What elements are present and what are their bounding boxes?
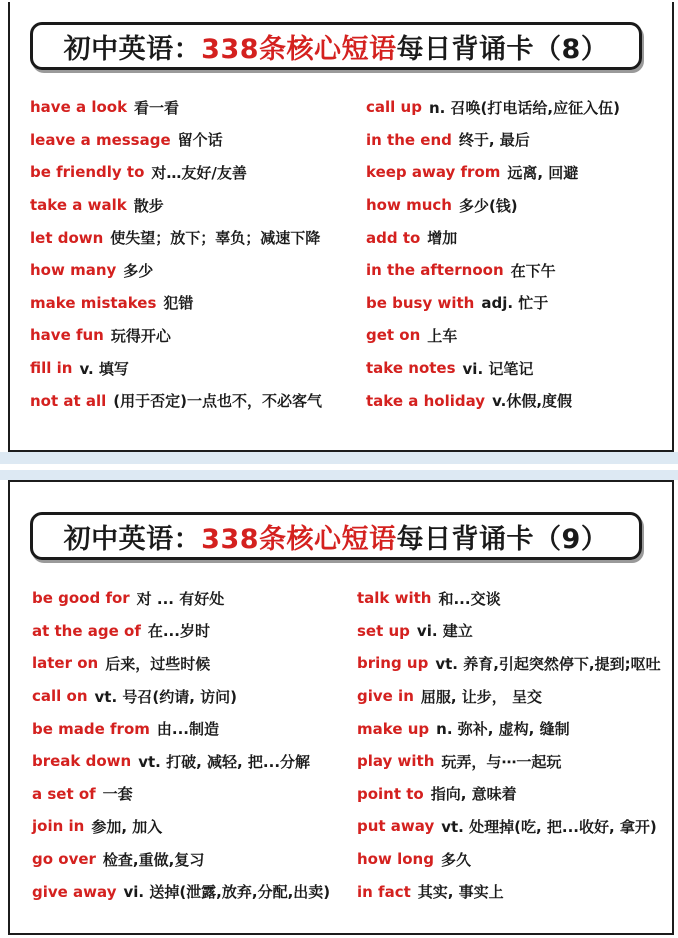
phrase-column-left (30, 91, 322, 417)
phrase-text: in the afternoon (366, 261, 504, 280)
phrase-entry (357, 745, 661, 778)
phrase-entry (366, 189, 620, 222)
phrase-meaning: (用于否定)一点也不，不必客气 (113, 392, 323, 411)
phrase-entry (366, 91, 620, 124)
phrase-entry (32, 745, 330, 778)
phrase-text: how much (366, 196, 452, 215)
phrase-entry (357, 647, 661, 680)
phrase-meaning: v.休假,度假 (492, 392, 573, 411)
phrase-meaning: 犯错 (163, 294, 194, 313)
phrase-entry (30, 221, 322, 254)
card-title (30, 22, 642, 70)
title-prefix: 初中英语： (63, 33, 202, 65)
phrase-meaning: vi. 送掉(泄露,放弃,分配,出卖) (123, 883, 331, 902)
phrase-text: give away (32, 882, 117, 901)
phrase-text: not at all (30, 391, 107, 410)
title-suffix: 每日背诵卡（9） (396, 523, 609, 555)
phrase-entry (30, 384, 322, 417)
phrase-meaning: 多少(钱) (458, 196, 518, 215)
phrase-text: later on (32, 654, 99, 673)
phrase-text: make up (357, 719, 430, 738)
phrase-text: break down (32, 752, 132, 771)
phrase-text: have fun (30, 326, 104, 345)
phrase-entry (357, 680, 661, 713)
phrase-meaning: 检查,重做,复习 (102, 850, 205, 869)
phrase-entry (366, 384, 620, 417)
phrase-meaning: 玩得开心 (110, 326, 171, 345)
phrase-text: let down (30, 228, 104, 247)
phrase-text: add to (366, 228, 421, 247)
phrase-meaning: 增加 (427, 229, 458, 248)
phrase-meaning: 终于, 最后 (458, 131, 530, 150)
phrase-text: point to (357, 784, 424, 803)
phrase-entry (366, 156, 620, 189)
phrase-text: bring up (357, 654, 429, 673)
phrase-text: how many (30, 261, 117, 280)
phrase-text: be busy with (366, 293, 475, 312)
phrase-meaning: 在...岁时 (147, 622, 210, 641)
phrase-text: call on (32, 687, 88, 706)
phrase-meaning: 远离, 回避 (507, 163, 579, 182)
phrase-text: fill in (30, 359, 73, 378)
phrase-meaning: vt. 养育,引起突然停下,提到;呕吐 (435, 654, 661, 673)
phrase-entry (32, 875, 330, 908)
phrase-text: talk with (357, 589, 432, 608)
phrase-text: play with (357, 752, 435, 771)
phrase-meaning: v. 填写 (79, 359, 129, 378)
phrase-meaning: 多久 (440, 850, 471, 869)
phrase-meaning: 玩弄，与⋯一起玩 (441, 752, 562, 771)
phrase-entry (357, 778, 661, 811)
phrase-text: at the age of (32, 621, 141, 640)
phrase-meaning: vt. 打破, 减轻, 把...分解 (138, 752, 311, 771)
phrase-text: call up (366, 98, 422, 117)
phrase-entry (32, 712, 330, 745)
phrase-entry (366, 254, 620, 287)
phrase-meaning: 对…友好/友善 (151, 163, 247, 182)
phrase-column-right (357, 582, 661, 908)
phrase-meaning: 由...制造 (156, 720, 219, 739)
phrase-entry (357, 582, 661, 615)
phrase-entry (32, 647, 330, 680)
phrase-text: put away (357, 817, 435, 836)
phrase-entry (366, 352, 620, 385)
phrase-entry (357, 615, 661, 648)
title-highlight: 338条核心短语 (201, 33, 397, 65)
phrase-entry (30, 352, 322, 385)
phrase-text: how long (357, 850, 434, 869)
phrase-meaning: 看一看 (134, 98, 180, 117)
phrase-meaning: vt. 号召(约请, 访问) (94, 687, 238, 706)
separator-stripe (0, 464, 678, 470)
title-highlight: 338条核心短语 (201, 523, 397, 555)
phrase-meaning: vi. 建立 (416, 622, 473, 641)
phrase-meaning: 对 ... 有好处 (136, 589, 225, 608)
phrase-entry (32, 778, 330, 811)
phrase-entry (32, 680, 330, 713)
phrase-entry (366, 124, 620, 157)
card-title (30, 512, 642, 560)
phrase-meaning: 和...交谈 (438, 589, 501, 608)
phrase-text: in the end (366, 130, 452, 149)
phrase-meaning: 上车 (427, 326, 458, 345)
phrase-meaning: 其实, 事实上 (417, 883, 504, 902)
phrase-meaning: vi. 记笔记 (462, 359, 534, 378)
phrase-card-8 (8, 2, 674, 452)
phrase-meaning: vt. 处理掉(吃, 把...收好, 拿开) (441, 817, 657, 836)
phrase-entry (30, 254, 322, 287)
phrase-text: take a walk (30, 196, 127, 215)
phrase-text: join in (32, 817, 85, 836)
phrase-text: go over (32, 850, 96, 869)
phrase-meaning: 参加, 加入 (91, 817, 163, 836)
title-prefix: 初中英语： (63, 523, 202, 555)
phrase-column-right (366, 91, 620, 417)
phrase-meaning: 散步 (133, 196, 164, 215)
phrase-meaning: 留个话 (177, 131, 223, 150)
phrase-text: set up (357, 621, 410, 640)
phrase-entry (357, 810, 661, 843)
phrase-meaning: n. 弥补, 虚构, 缝制 (436, 720, 570, 739)
phrase-text: have a look (30, 98, 128, 117)
phrase-card-9 (8, 480, 674, 935)
phrase-meaning: adj. 忙于 (481, 294, 549, 313)
phrase-text: in fact (357, 882, 411, 901)
phrase-meaning: 后来，过些时候 (105, 654, 211, 673)
phrase-entry (30, 156, 322, 189)
phrase-meaning: 多少 (123, 261, 154, 280)
phrase-meaning: 屈服, 让步， 呈交 (420, 687, 543, 706)
phrase-text: make mistakes (30, 293, 157, 312)
phrase-entry (32, 810, 330, 843)
phrase-text: be friendly to (30, 163, 145, 182)
phrase-entry (32, 615, 330, 648)
card-separator (0, 452, 678, 480)
phrase-entry (30, 189, 322, 222)
phrase-text: keep away from (366, 163, 501, 182)
phrase-meaning: 一套 (102, 785, 133, 804)
phrase-entry (366, 287, 620, 320)
phrase-entry (366, 221, 620, 254)
phrase-entry (357, 875, 661, 908)
phrase-text: be good for (32, 589, 130, 608)
phrase-entry (32, 582, 330, 615)
phrase-entry (32, 843, 330, 876)
phrase-text: leave a message (30, 130, 171, 149)
phrase-text: give in (357, 687, 414, 706)
phrase-text: take notes (366, 359, 456, 378)
phrase-column-left (32, 582, 330, 908)
phrase-entry (30, 319, 322, 352)
title-suffix: 每日背诵卡（8） (396, 33, 609, 65)
phrase-entry (30, 124, 322, 157)
phrase-meaning: n. 召唤(打电话给,应征入伍) (428, 98, 620, 117)
phrase-text: a set of (32, 784, 96, 803)
phrase-meaning: 指向, 意味着 (430, 785, 517, 804)
phrase-text: get on (366, 326, 421, 345)
phrase-meaning: 使失望；放下；辜负；减速下降 (110, 229, 321, 248)
phrase-entry (366, 319, 620, 352)
phrase-meaning: 在下午 (510, 261, 556, 280)
phrase-entry (30, 287, 322, 320)
phrase-text: be made from (32, 719, 150, 738)
phrase-entry (357, 712, 661, 745)
phrase-text: take a holiday (366, 391, 486, 410)
phrase-entry (30, 91, 322, 124)
phrase-entry (357, 843, 661, 876)
